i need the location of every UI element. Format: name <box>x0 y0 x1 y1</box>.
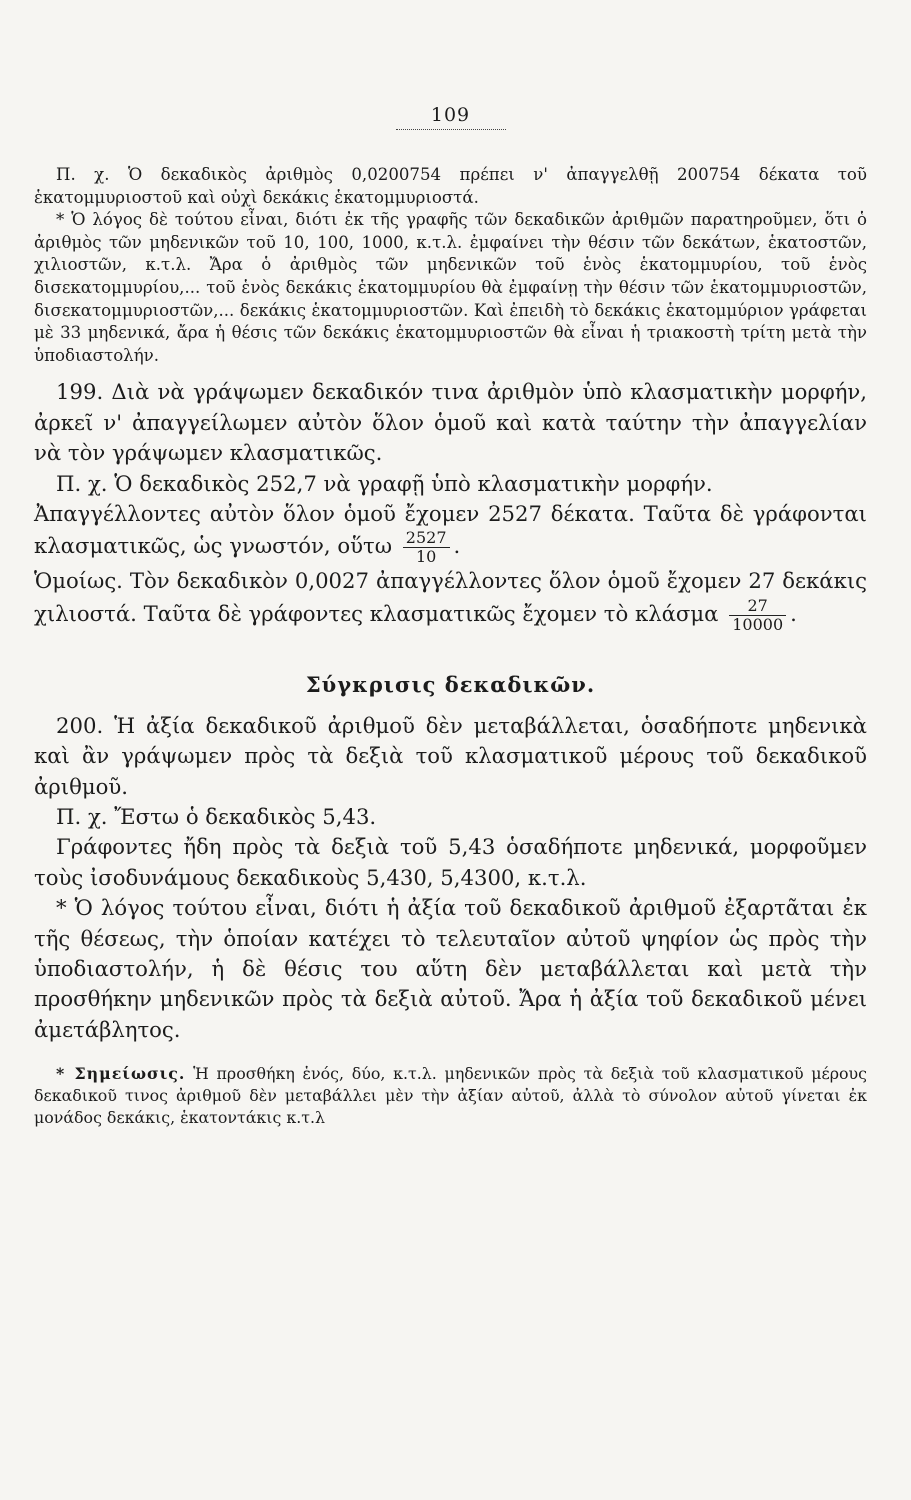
fraction-27-over-10000 <box>729 597 786 634</box>
section-200-example-text: Γράφοντες ἤδη πρὸς τὰ δεξιὰ τοῦ 5,43 ὁσαδήποτε μηδενικά, μορφοῦμεν τοὺς ἰσοδυνάμους δεκαδικοὺς 5,430, 5,4300, κ.τ.λ. <box>34 834 867 890</box>
footnote-label: * Σημείωσις. <box>56 1064 186 1084</box>
fraction-numerator: 27 <box>747 595 768 615</box>
intro-example: Π. χ. Ὁ δεκαδικὸς ἀριθμὸς 0,0200754 πρέπει ν' ἀπαγγελθῇ 200754 δέκατα τοῦ ἑκατομμυριοστοῦ καὶ οὐχὶ δεκάκις ἑκατομμυριοστά. <box>34 165 867 207</box>
section-199-example-line: Π. χ. Ὁ δεκαδικὸς 252,7 νὰ γραφῇ ὑπὸ κλασματικὴν μορφήν. <box>56 470 713 496</box>
section-200-reason: * Ὁ λόγος τούτου εἶναι, διότι ἡ ἀξία τοῦ δεκαδικοῦ ἀριθμοῦ ἐξαρτᾶται ἐκ τῆς θέσεως, τὴν ὁποίαν κατέχει τὸ τελευταῖον αὐτοῦ ψηφίον ὡς πρὸς τὴν ὑποδιαστολήν, ἡ δὲ θέσις του αὕτη δὲν μεταβάλλεται καὶ μετὰ τὴν προσθήκην μηδενικῶν πρὸς τὰ δεξιὰ αὐτοῦ. Ἄρα ἡ ἀξία τοῦ δεκαδικοῦ μένει ἀμετάβλητος. <box>34 895 867 1042</box>
footnote-text: Ἡ προσθήκη ἑνός, δύο, κ.τ.λ. μηδενικῶν πρὸς τὰ δεξιὰ τοῦ κλασματικοῦ μέρους δεκαδικοῦ τινος ἀριθμοῦ δὲν μεταβάλλει μὲν τὴν ἀξίαν αὐτοῦ, ἀλλὰ τὸ σύνολον αὐτοῦ γίνεται ἐκ μονάδος δεκάκις, ἑκατοντάκις κ.τ.λ <box>34 1064 867 1128</box>
section-199 <box>34 377 867 633</box>
fraction-numerator: 2527 <box>405 528 447 548</box>
fraction-period: . <box>790 600 797 626</box>
section-200-text: 200. Ἡ ἀξία δεκαδικοῦ ἀριθμοῦ δὲν μεταβάλλεται, ὁσαδήποτε μηδενικὰ καὶ ἂν γράψωμεν πρὸς τὰ δεξιὰ τοῦ κλασματικοῦ μέρους τοῦ δεκαδικοῦ ἀριθμοῦ. <box>34 712 867 799</box>
footnote-paragraph <box>34 1063 867 1129</box>
intro-reason: * Ὁ λόγος δὲ τούτου εἶναι, διότι ἐκ τῆς γραφῆς τῶν δεκαδικῶν ἀριθμῶν παρατηροῦμεν, ὅτι ὁ ἀριθμὸς τῶν μηδενικῶν τοῦ 10, 100, 1000, κ.τ.λ. ἐμφαίνει τὴν θέσιν τῶν δεκάτων, ἑκατοστῶν, χιλιοστῶν, κ.τ.λ. Ἄρα ὁ ἀριθμὸς τῶν μηδενικῶν τοῦ ἑνὸς ἑκατομμυρίου, τοῦ ἑνὸς δισεκατομμυρίου,... τοῦ ἑνὸς δεκάκις ἑκατομμυρίου θὰ ἐμφαίνῃ τὴν θέσιν τῶν ἑκατομμυριοστῶν, δισεκατομμυριοστῶν,... δεκάκις ἑκατομμυριοστῶν. Καὶ ἐπειδὴ τὸ δεκάκις ἑκατομμύριον γράφεται μὲ 33 μηδενικά, ἄρα ἡ θέσις τῶν δεκάκις ἑκατομμυριοστῶν θὰ εἶναι ἡ τριακοστὴ τρίτη μετὰ τὴν ὑποδιαστολήν. <box>34 210 867 365</box>
section-199-similar-text: Ὁμοίως. Τὸν δεκαδικὸν 0,0027 ἀπαγγέλλοντες ὅλον ὁμοῦ ἔχομεν 27 δεκάκις χιλιοστά. Ταῦτα δὲ γράφοντες κλασματικῶς ἔχομεν τὸ κλάσμα <box>34 568 867 626</box>
fraction-2527-over-10 <box>403 529 450 566</box>
section-title: Σύγκρισις δεκαδικῶν. <box>305 671 596 697</box>
footnote <box>34 1063 867 1129</box>
section-200 <box>34 711 867 1045</box>
section-199-example-paragraph <box>34 499 867 566</box>
section-199-text: 199. Διὰ νὰ γράψωμεν δεκαδικόν τινα ἀριθμὸν ὑπὸ κλασματικὴν μορφήν, ἀρκεῖ ν' ἀπαγγείλωμεν αὐτὸν ὅλον ὁμοῦ καὶ κατὰ ταύτην τὴν ἀπαγγελίαν νὰ τὸν γράψωμεν κλασματικῶς. <box>34 379 867 466</box>
fraction-denominator: 10000 <box>729 615 786 634</box>
fraction-period: . <box>453 533 461 559</box>
intro-block <box>34 164 867 367</box>
fraction-denominator: 10 <box>403 547 450 566</box>
section-199-similar-paragraph <box>34 566 867 633</box>
section-199-example-text: Ἀπαγγέλλοντες αὐτὸν ὅλον ὁμοῦ ἔχομεν 2527 δέκατα. Ταῦτα δὲ γράφονται κλασματικῶς, ὡς γνωστόν, οὕτω <box>34 500 867 559</box>
page-number-rule <box>396 129 506 130</box>
page-number: 109 <box>430 104 471 126</box>
section-200-example-line: Π. χ. Ἔστω ὁ δεκαδικὸς 5,43. <box>56 804 377 829</box>
